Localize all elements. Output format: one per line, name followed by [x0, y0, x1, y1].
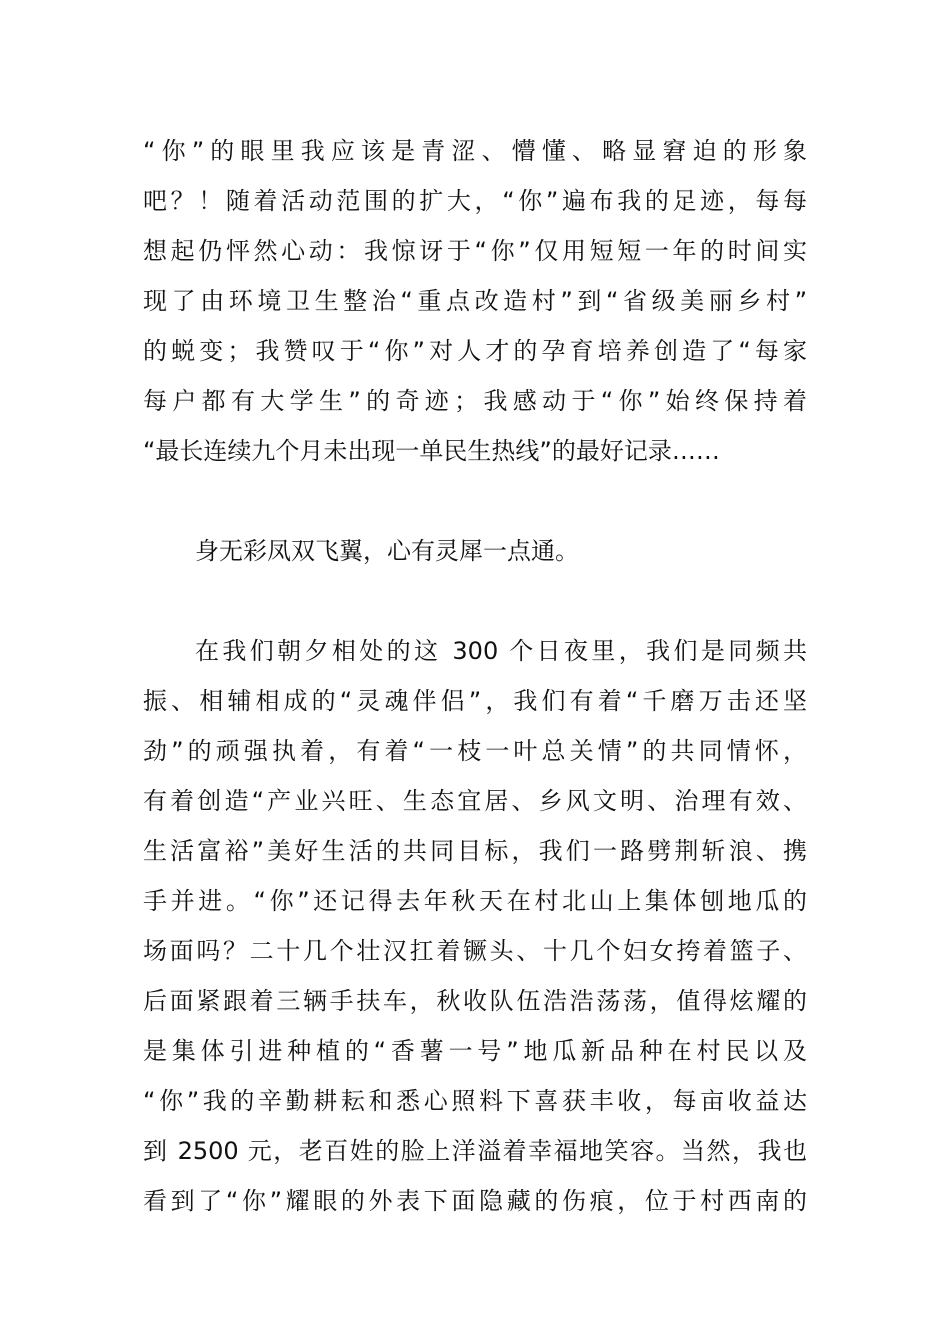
paragraph-3 — [143, 626, 807, 1226]
text-line: 的蜕变；我赞叹于“你”对人才的孕育培养创造了“每家 — [143, 337, 807, 365]
paragraph-1 — [143, 126, 807, 476]
text-line: 是集体引进种植的“香薯一号”地瓜新品种在村民以及 — [143, 1037, 807, 1065]
text-line: 到 2500 元，老百姓的脸上洋溢着幸福地笑容。当然，我也 — [143, 1137, 807, 1165]
paragraph-2 — [143, 526, 807, 576]
text-line: 后面紧跟着三辆手扶车，秋收队伍浩浩荡荡，值得炫耀的 — [143, 987, 807, 1015]
text-line: 在我们朝夕相处的这 300 个日夜里，我们是同频共 — [195, 637, 807, 665]
text-line: 看到了“你”耀眼的外表下面隐藏的伤痕，位于村西南的 — [143, 1187, 807, 1215]
text-line: 身无彩凤双飞翼，心有灵犀一点通。 — [195, 537, 579, 565]
text-line: “你”的眼里我应该是青涩、懵懂、略显窘迫的形象 — [143, 137, 807, 165]
text-line: 手并进。“你”还记得去年秋天在村北山上集体刨地瓜的 — [143, 887, 807, 915]
document-body — [143, 126, 807, 1226]
text-line: 劲”的顽强执着，有着“一枝一叶总关情”的共同情怀， — [143, 737, 807, 765]
text-line: 想起仍怦然心动：我惊讶于“你”仅用短短一年的时间实 — [143, 237, 807, 265]
paragraph-spacer — [143, 476, 807, 526]
text-line: 吧？！随着活动范围的扩大，“你”遍布我的足迹，每每 — [143, 187, 807, 215]
text-line: 振、相辅相成的“灵魂伴侣”，我们有着“千磨万击还坚 — [143, 687, 807, 715]
text-line: “最长连续九个月未出现一单民生热线”的最好记录…… — [143, 437, 720, 465]
text-line: 每户都有大学生”的奇迹；我感动于“你”始终保持着 — [143, 387, 807, 415]
text-line: 有着创造“产业兴旺、生态宜居、乡风文明、治理有效、 — [143, 787, 807, 815]
text-line: “你”我的辛勤耕耘和悉心照料下喜获丰收，每亩收益达 — [143, 1087, 807, 1115]
paragraph-spacer — [143, 576, 807, 626]
text-line: 场面吗？二十几个壮汉扛着镢头、十几个妇女挎着篮子、 — [143, 937, 807, 965]
text-line: 现了由环境卫生整治“重点改造村”到“省级美丽乡村” — [143, 287, 807, 315]
text-line: 生活富裕”美好生活的共同目标，我们一路劈荆斩浪、携 — [143, 837, 807, 865]
